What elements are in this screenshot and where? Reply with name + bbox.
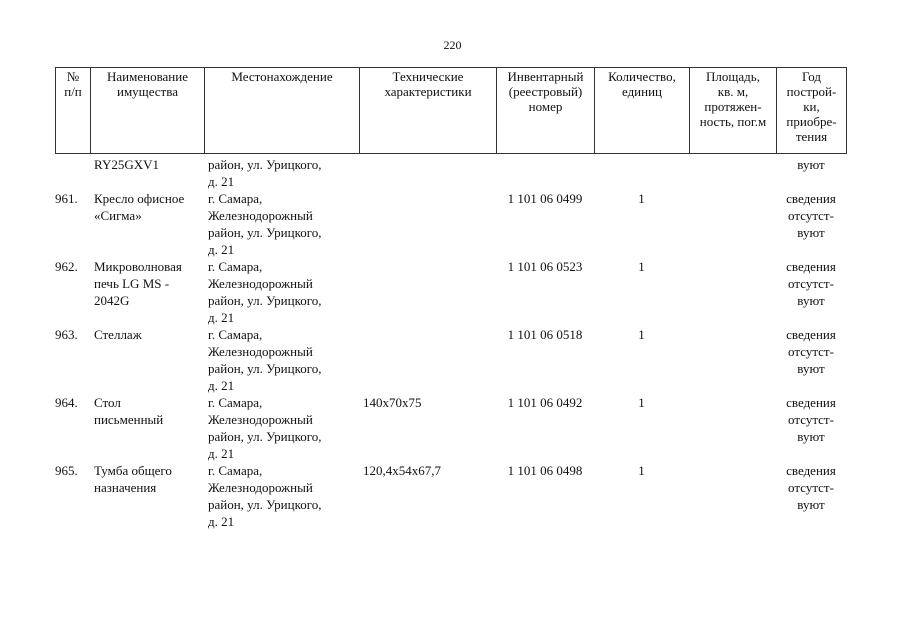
year-built-cell [776,394,846,462]
year-built-line: отсутст- [788,412,834,427]
property-location-line: г. Самара, [208,191,263,206]
header-row [56,68,847,154]
property-name-line: Стеллаж [94,327,142,342]
year-built-line: вуют [797,497,825,512]
header-quantity-line: единиц [621,84,663,99]
area-cell [689,190,776,258]
property-location-cell [204,258,359,326]
property-location-line: д. 21 [208,174,235,189]
area-cell [689,258,776,326]
header-number-line: № [66,69,80,84]
year-built-line: сведения [786,191,836,206]
technical-specs-cell [359,258,496,326]
year-built-cell [776,258,846,326]
property-location-line: Железнодорожный [208,344,313,359]
header-area-line: Площадь, [706,69,760,84]
property-name-cell [90,258,204,326]
year-built-line: сведения [786,395,836,410]
year-built-line: сведения [786,463,836,478]
header-tech-line: характеристики [384,84,472,99]
year-built-line: отсутст- [788,276,834,291]
property-name-line: Микроволновая [94,259,182,274]
year-built-cell [776,190,846,258]
header-name-line: Наименование [107,69,188,84]
property-location-line: д. 21 [208,514,235,529]
table-header [55,67,847,154]
property-location-cell [204,462,359,530]
header-area-line: протяжен- [704,99,762,114]
property-name-cell [90,156,204,190]
header-inventory-line: Инвентарный [507,69,584,84]
property-location-line: Железнодорожный [208,276,313,291]
header-name-line: имущества [117,84,178,99]
area-cell [689,156,776,190]
year-built-line: вуют [797,225,825,240]
property-name-line: Тумба общего [94,463,172,478]
header-area-line: ность, пог.м [699,114,767,129]
inventory-number-cell: 1 101 06 0492 [507,395,583,410]
property-location-line: район, ул. Урицкого, [208,497,322,512]
area-cell [689,462,776,530]
header-inventory-line: номер [528,99,563,114]
header-quantity-line: Количество, [608,69,676,84]
property-location-line: г. Самара, [208,327,263,342]
year-built-cell [776,326,846,394]
header-year-line: Год [801,69,822,84]
row-number-cell: 962. [55,259,78,274]
quantity-cell: 1 [638,191,645,206]
inventory-number-cell: 1 101 06 0499 [507,191,583,206]
property-name-cell [90,462,204,530]
header-year [777,68,847,154]
technical-specs-cell [359,190,496,258]
year-built-line: отсутст- [788,480,834,495]
table-row [55,462,846,530]
property-location-line: г. Самара, [208,463,263,478]
property-name-line: RY25GXV1 [94,157,160,172]
technical-specs-line: 120,4х54х67,7 [363,463,441,478]
property-location-cell [204,156,359,190]
property-location-line: район, ул. Урицкого, [208,361,322,376]
year-built-cell [776,156,846,190]
header-year-line: приобре- [786,114,837,129]
property-table [55,156,846,530]
property-name-line: Кресло офисное [94,191,185,206]
property-location-cell [204,326,359,394]
header-inventory [497,68,595,154]
table-row [55,394,846,462]
quantity-cell: 1 [638,259,645,274]
inventory-number-cell: 1 101 06 0498 [507,463,583,478]
year-built-line: сведения [786,327,836,342]
property-name-cell [90,190,204,258]
property-name-line: назначения [94,480,157,495]
property-name-line: 2042G [94,293,130,308]
property-location-line: г. Самара, [208,259,263,274]
inventory-number-cell [496,156,594,190]
property-location-line: д. 21 [208,242,235,257]
row-number-cell: 963. [55,327,78,342]
header-area-line: кв. м, [717,84,749,99]
year-built-line: вуют [797,429,825,444]
year-built-line: отсутст- [788,344,834,359]
technical-specs-line: 140х70х75 [363,395,422,410]
area-cell [689,394,776,462]
property-name-line: Стол [94,395,121,410]
property-location-line: д. 21 [208,310,235,325]
quantity-cell [594,156,689,190]
header-name [91,68,205,154]
property-location-line: Железнодорожный [208,412,313,427]
header-year-line: ки, [803,99,820,114]
property-location-line: г. Самара, [208,395,263,410]
property-location-line: Железнодорожный [208,480,313,495]
property-location-line: район, ул. Урицкого, [208,429,322,444]
header-year-line: тения [795,129,828,144]
table-row [55,156,846,190]
property-location-line: район, ул. Урицкого, [208,225,322,240]
header-year-line: построй- [786,84,837,99]
row-number-cell: 961. [55,191,78,206]
property-name-line: «Сигма» [94,208,142,223]
property-location-line: д. 21 [208,378,235,393]
year-built-cell [776,462,846,530]
header-number [56,68,91,154]
table-row [55,190,846,258]
row-number-cell [55,156,90,190]
property-name-cell [90,326,204,394]
property-location-line: район, ул. Урицкого, [208,157,322,172]
header-location [205,68,360,154]
quantity-cell: 1 [638,395,645,410]
technical-specs-cell [359,156,496,190]
header-tech [360,68,497,154]
year-built-line: сведения [786,259,836,274]
row-number-cell: 965. [55,463,78,478]
property-location-cell [204,394,359,462]
property-location-line: д. 21 [208,446,235,461]
header-area [690,68,777,154]
table-row [55,258,846,326]
header-inventory-line: (реестровый) [508,84,583,99]
header-tech-line: Технические [392,69,464,84]
inventory-number-cell: 1 101 06 0523 [507,259,583,274]
property-name-line: печь LG MS - [94,276,170,291]
property-name-line: письменный [94,412,164,427]
year-built-line: вуют [797,293,825,308]
header-number-line: п/п [64,84,82,99]
year-built-line: вуют [797,157,825,172]
property-name-cell [90,394,204,462]
property-location-line: район, ул. Урицкого, [208,293,322,308]
technical-specs-cell [359,462,496,530]
area-cell [689,326,776,394]
table-row [55,326,846,394]
technical-specs-cell [359,394,496,462]
row-number-cell: 964. [55,395,78,410]
page-number: 220 [443,38,462,52]
property-location-line: Железнодорожный [208,208,313,223]
header-location-line: Местонахождение [231,69,333,84]
header-quantity [595,68,690,154]
inventory-number-cell: 1 101 06 0518 [507,327,583,342]
property-location-cell [204,190,359,258]
technical-specs-cell [359,326,496,394]
quantity-cell: 1 [638,463,645,478]
year-built-line: отсутст- [788,208,834,223]
quantity-cell: 1 [638,327,645,342]
year-built-line: вуют [797,361,825,376]
table-body [55,156,846,530]
